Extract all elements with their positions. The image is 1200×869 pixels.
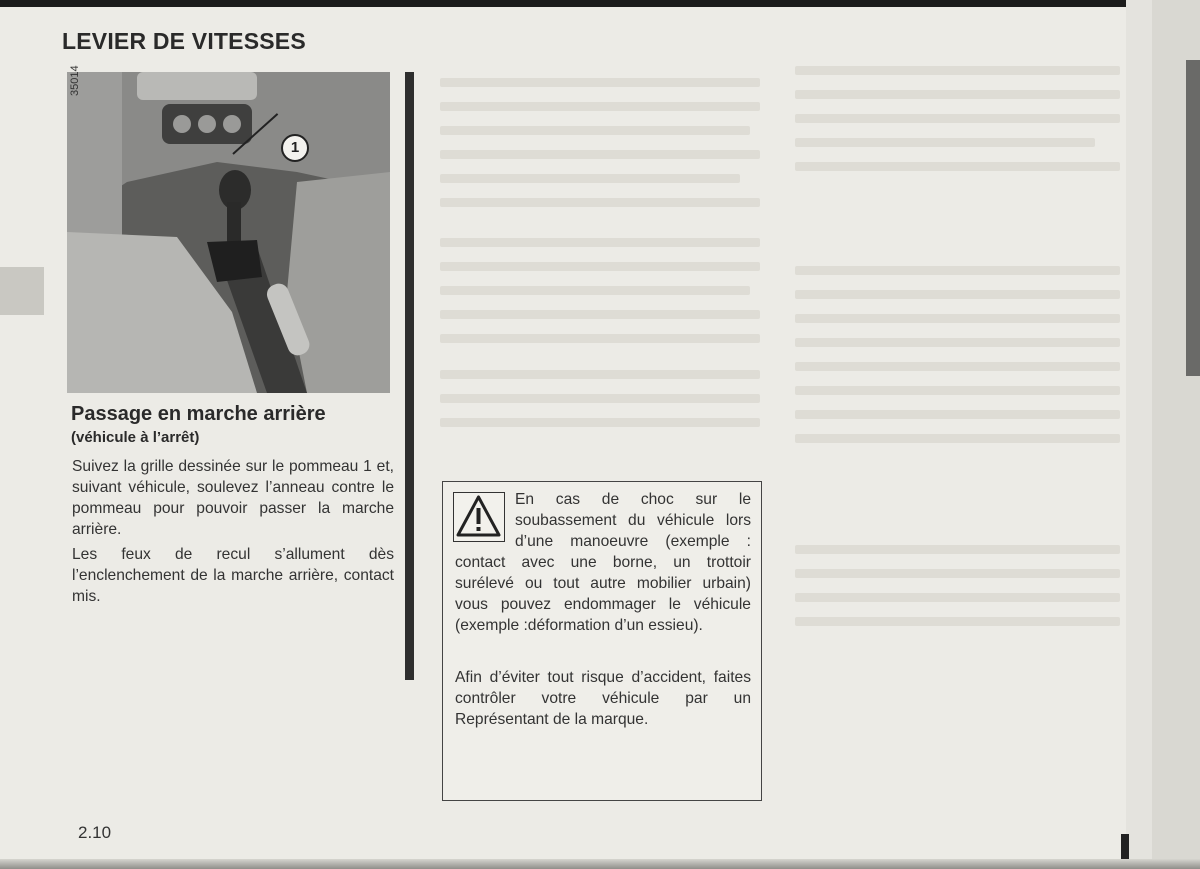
section-heading: Passage en marche arrière [71,403,326,425]
bottom-shadow [0,859,1200,869]
instruction-paragraph: Suivez la grille dessinée sur le pommeau 1 et, suivant véhicule, soulevez l’anneau contre le pommeau pour pouvoir passer la marche arrière. [72,458,394,538]
page-side-tab [0,267,44,315]
page-title: LEVIER DE VITESSES [62,28,306,54]
warning-text [455,489,751,636]
top-edge-bar [0,0,1200,7]
reverse-lights-paragraph: Les feux de recul s’allument dès l’enclenchement de la marche arrière, contact mis. [72,546,394,605]
gear-lever-illustration [67,72,390,393]
callout-number: 1 [281,134,309,162]
warning-text-content: En cas de choc sur le soubassement du véhicule lors d’une manoeuvre (exemple : contact avec une borne, un trottoir surélevé ou tout autre mobilier urbain) vous pouvez endommager le véhicule (exemple :déformation d’un essieu). [455,491,751,634]
gear-lever-photo [67,72,390,393]
column-divider [405,72,414,680]
section-subheading: (véhicule à l’arrêt) [71,429,200,446]
warning-box [442,481,762,801]
warning-advice: Afin d’éviter tout risque d’accident, faites contrôler votre véhicule par un Représentant de la marque. [455,669,751,728]
figure-code: 35014 [69,65,81,96]
page-number: 2.10 [78,823,112,842]
adjacent-page-photo [1186,60,1200,376]
